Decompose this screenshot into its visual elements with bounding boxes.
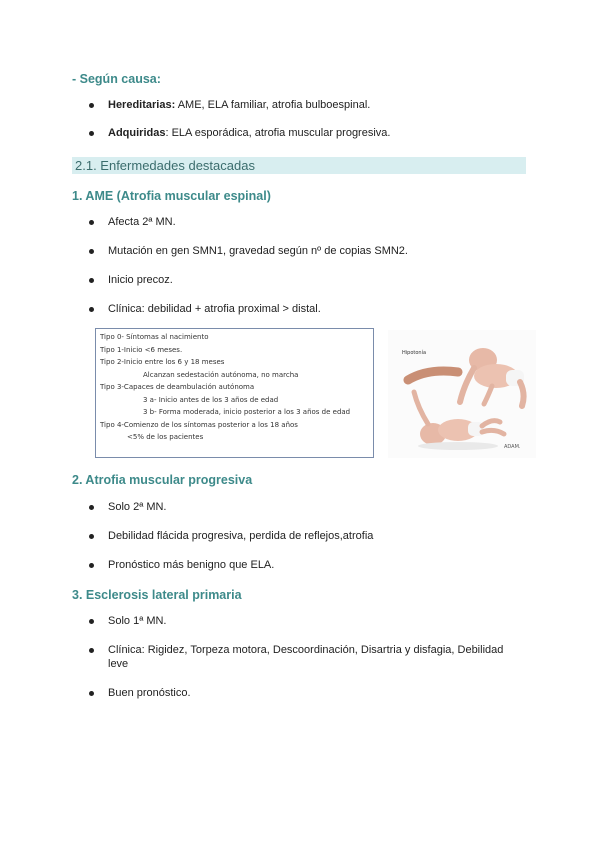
type-line: 3 b- Forma moderada, inicio posterior a los 3 años de edad [143,408,351,416]
list-item: Mutación en gen SMN1, gravedad según nº de copias SMN2. [88,244,518,258]
list-item: Clínica: debilidad + atrofia proximal > distal. [88,302,518,316]
type-line: Tipo 4-Comienzo de los síntomas posterior a los 18 años [100,420,298,429]
list-item: Inicio precoz. [88,273,518,287]
item-bold: Hereditarias: [108,99,176,111]
list-item: Afecta 2ª MN. [88,215,518,229]
list-item: Buen pronóstico. [88,686,518,700]
type-line: 3 a- Inicio antes de los 3 años de edad [143,395,279,404]
elp-heading: 3. Esclerosis lateral primaria [72,588,242,602]
ame-heading: 1. AME (Atrofia muscular espinal) [72,189,271,203]
type-line: Tipo 3-Capaces de deambulación autónoma [100,383,255,391]
figure-credit: ADAM. [504,444,521,450]
section-band [72,157,526,174]
type-line: <5% de los pacientes [127,433,204,441]
ame-types-box [95,328,374,458]
type-line: Alcanzan sedestación autónoma, no marcha [143,370,299,379]
list-item: Clínica: Rigidez, Torpeza motora, Descoordinación, Disartria y disfagia, Debilidad leve [88,643,518,671]
list-item: Solo 2ª MN. [88,500,518,514]
list-item [88,126,518,140]
cause-list [88,98,518,140]
amp-heading: 2. Atrofia muscular progresiva [72,473,253,487]
type-line: Tipo 0- Síntomas al nacimiento [100,333,209,341]
item-text: : ELA esporádica, atrofia muscular progresiva. [165,127,391,139]
section-title: 2.1. Enfermedades destacadas [75,158,255,173]
list-item [88,98,518,112]
list-item: Pronóstico más benigno que ELA. [88,558,518,572]
type-line: Tipo 2-Inicio entre los 6 y 18 meses [100,358,225,366]
elp-list [88,614,518,700]
list-item: Solo 1ª MN. [88,614,518,628]
list-item: Debilidad flácida progresiva, perdida de reflejos,atrofia [88,529,518,543]
hypotonia-illustration [388,330,536,458]
figure-label: Hipotonía [402,350,427,356]
item-bold: Adquiridas [108,127,166,139]
type-line: Tipo 1-Inicio <6 meses. [100,345,183,354]
item-text: AME, ELA familiar, atrofia bulboespinal. [175,99,371,111]
amp-list [88,500,518,572]
ame-list [88,215,518,316]
cause-heading: - Según causa: [72,72,161,86]
